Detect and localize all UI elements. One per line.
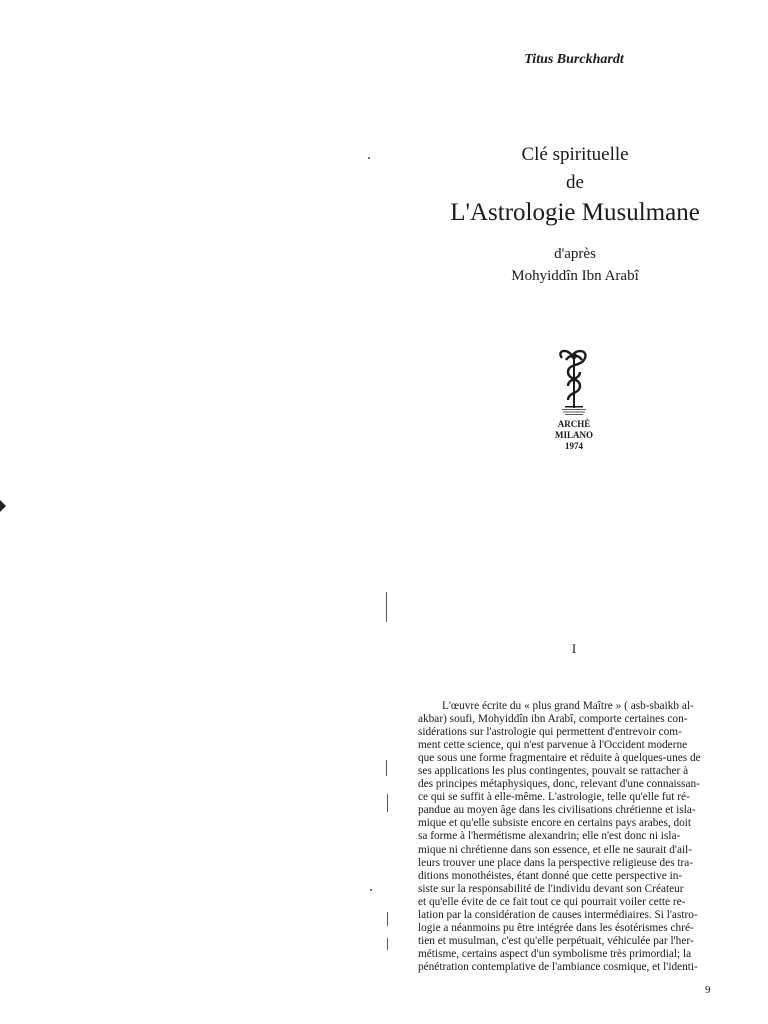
body-line: sidérations sur l'astrologie qui permettent d'entrevoir com- [418,726,682,739]
scan-line-mark [387,794,388,812]
body-line: leurs trouver une place dans la perspective religieuse des tra- [418,856,694,869]
scan-line-mark [387,912,388,926]
publisher-block [524,419,624,452]
body-line: des principes métaphysiques, donc, relevant d'une connaissan- [418,778,700,791]
scan-line-mark [386,592,387,622]
body-line: ment cette science, qui n'est parvenue à l'Occident moderne [418,739,688,752]
scan-speck [368,157,370,159]
section-number: I [571,641,577,656]
body-line: ditions monothéistes, étant donné que cette perspective in- [418,869,683,882]
body-line: akbar) soufi, Mohyiddîn ibn Arabî, comporte certaines con- [418,713,688,726]
body-line: que sous une forme fragmentaire et réduite à quelques-unes de [418,752,701,765]
caduceus-emblem-icon [554,348,594,416]
publisher-city: MILANO [555,430,593,440]
body-line: ses applications les plus contingentes, pouvait se rattacher à [418,765,689,778]
publication-year: 1974 [565,441,583,451]
book-title: L'Astrologie Musulmane [450,199,700,226]
title-line-1: Clé spirituelle [521,144,629,165]
scan-line-mark [387,938,388,950]
body-line: ce qui se suffit à elle-même. L'astrologie, telle qu'elle fut ré- [418,791,690,804]
publisher-name: ARCHÈ [557,419,591,429]
title-line-5: Mohyiddîn Ibn Arabî [511,268,639,284]
title-line-2: de [566,172,584,193]
author-name: Titus Burckhardt [524,52,624,67]
scan-line-mark [386,760,387,776]
body-line: tien et musulman, c'est qu'elle perpétuait, véhiculée par l'her- [418,934,694,947]
body-paragraph [418,700,728,974]
body-line: pénétration contemplative de l'ambiance cosmique, et l'identi- [418,960,698,973]
body-line: mique et qu'elle subsiste encore en certains pays arabes, doit [418,817,692,830]
title-line-4: d'après [554,246,596,262]
body-line: mique ni chrétienne dans son essence, et elle ne saurait d'ail- [418,843,692,856]
scan-edge-mark [0,500,6,512]
body-line: siste sur la responsabilité de l'individu devant son Créateur [418,882,684,895]
body-line: sa forme à l'hermétisme alexandrin; elle n'est donc ni isla- [418,830,681,843]
body-line: pandue au moyen âge dans les civilisations chrétienne et isla- [418,804,696,817]
body-line: logie a néanmoins pu être intégrée dans les ésotérismes chré- [418,921,694,934]
body-line: métisme, certains aspect d'un symbolisme très primordial; la [418,947,692,960]
body-line: lation par la considération de causes intermédiaires. Si l'astro- [418,908,698,921]
scan-speck [370,889,372,891]
body-line: et qu'elle évite de ce fait tout ce qui pourrait voiler cette re- [418,895,686,908]
page-number: 9 [705,984,711,996]
body-line: L'œuvre écrite du « plus grand Maître » ( asb-sbaikb al- [442,700,694,712]
